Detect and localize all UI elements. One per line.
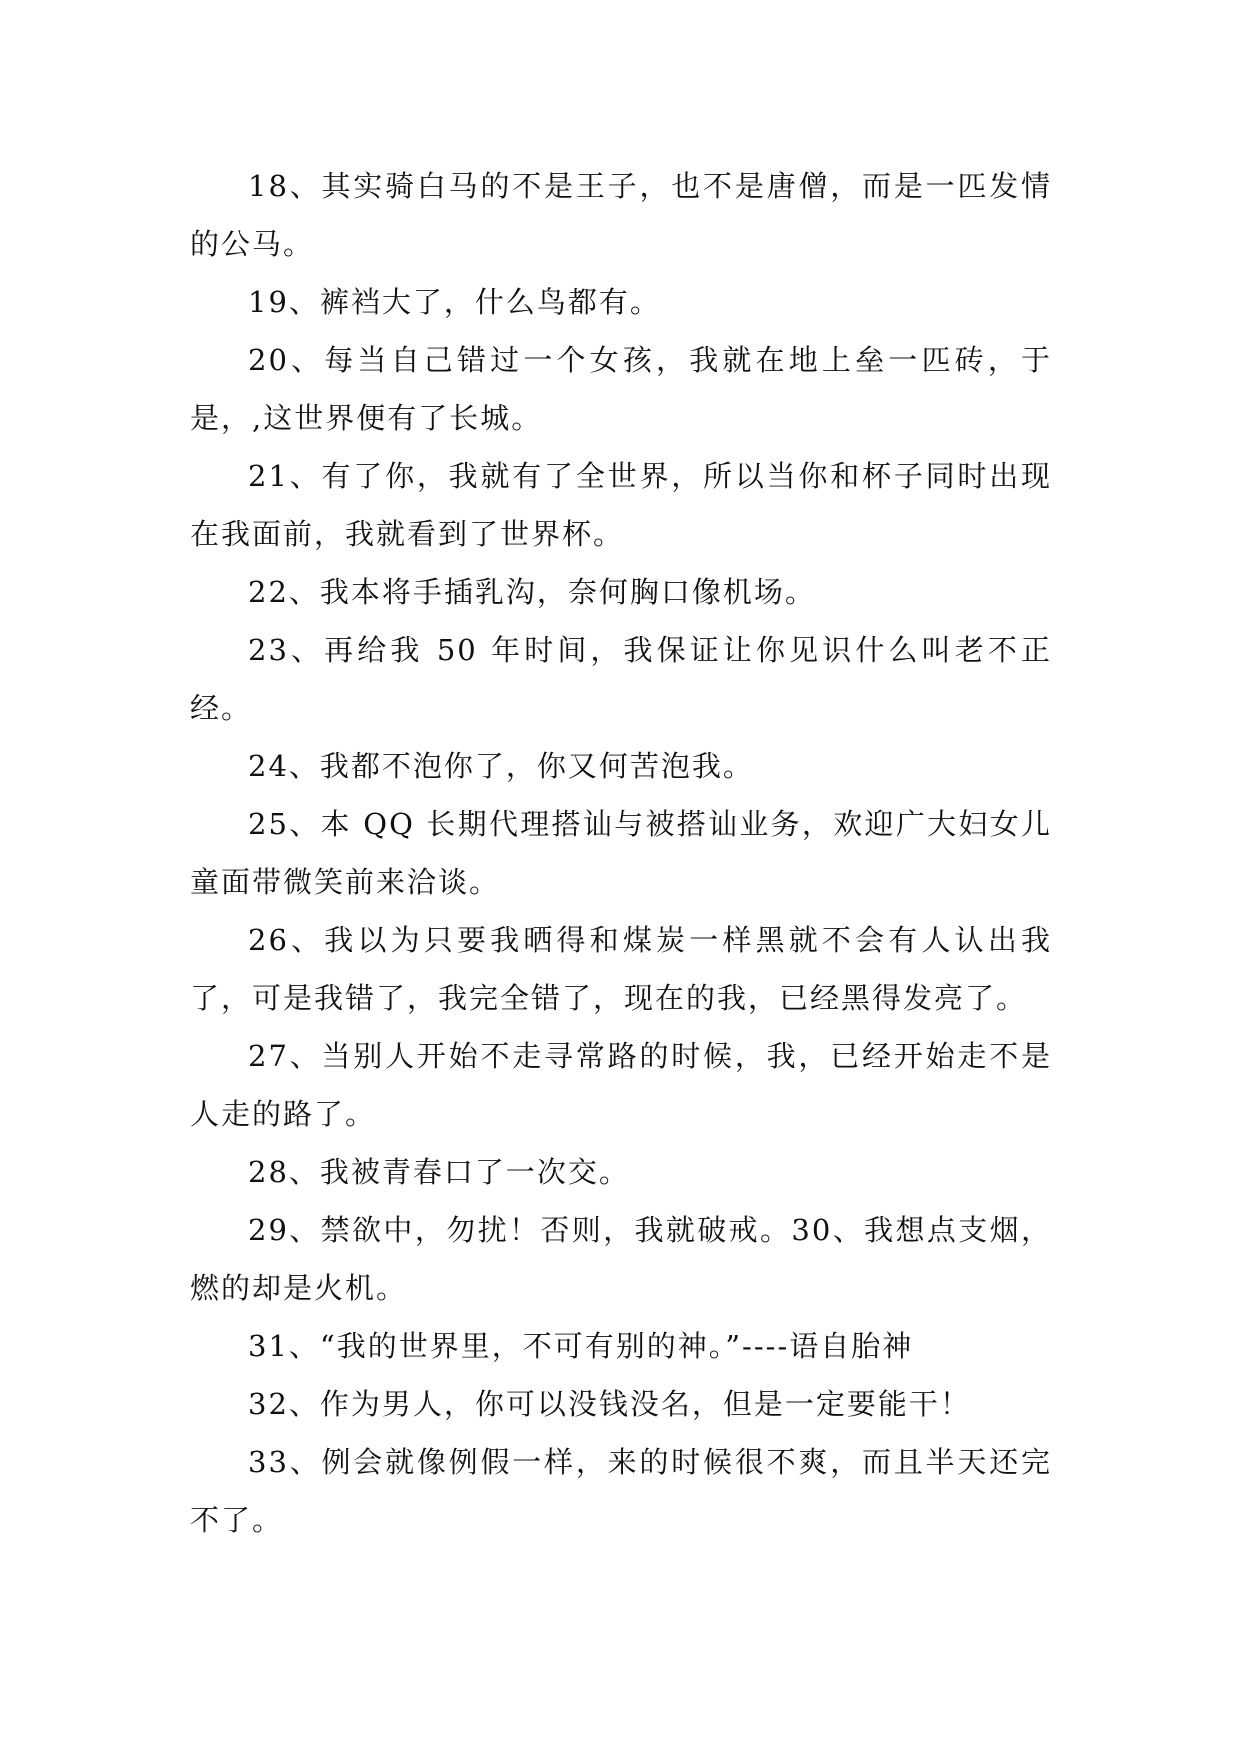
paragraph-32: 32、作为男人，你可以没钱没名，但是一定要能干！ (248, 1387, 971, 1421)
paragraph-26: 26、我以为只要我晒得和煤炭一样黑就不会有人认出我了，可是我错了，我完全错了，现在的我，已经黑得发亮了。 (190, 923, 1052, 1015)
paragraph-21: 21、有了你，我就有了全世界，所以当你和杯子同时出现在我面前，我就看到了世界杯。 (190, 459, 1052, 551)
paragraph-29-30: 29、禁欲中，勿扰！否则，我就破戒。30、我想点支烟，燃的却是火机。 (190, 1213, 1052, 1305)
paragraph-25: 25、本 QQ 长期代理搭讪与被搭讪业务，欢迎广大妇女儿童面带微笑前来洽谈。 (190, 807, 1052, 899)
paragraph-19: 19、裤裆大了，什么鸟都有。 (248, 285, 661, 319)
paragraph-18: 18、其实骑白马的不是王子，也不是唐僧，而是一匹发情的公马。 (190, 169, 1052, 261)
paragraph-28: 28、我被青春口了一次交。 (248, 1155, 630, 1189)
document-body (190, 157, 1052, 1549)
paragraph-31: 31、“我的世界里，不可有别的神。”----语自胎神 (248, 1329, 914, 1363)
paragraph-33: 33、例会就像例假一样，来的时候很不爽，而且半天还完不了。 (190, 1445, 1052, 1537)
paragraph-22: 22、我本将手插乳沟，奈何胸口像机场。 (248, 575, 816, 609)
paragraph-23: 23、再给我 50 年时间，我保证让你见识什么叫老不正经。 (190, 633, 1052, 725)
paragraph-27: 27、当别人开始不走寻常路的时候，我，已经开始走不是人走的路了。 (190, 1039, 1052, 1131)
paragraph-24: 24、我都不泡你了，你又何苦泡我。 (248, 749, 754, 783)
paragraph-20: 20、每当自己错过一个女孩，我就在地上垒一匹砖，于是，,这世界便有了长城。 (190, 343, 1052, 435)
